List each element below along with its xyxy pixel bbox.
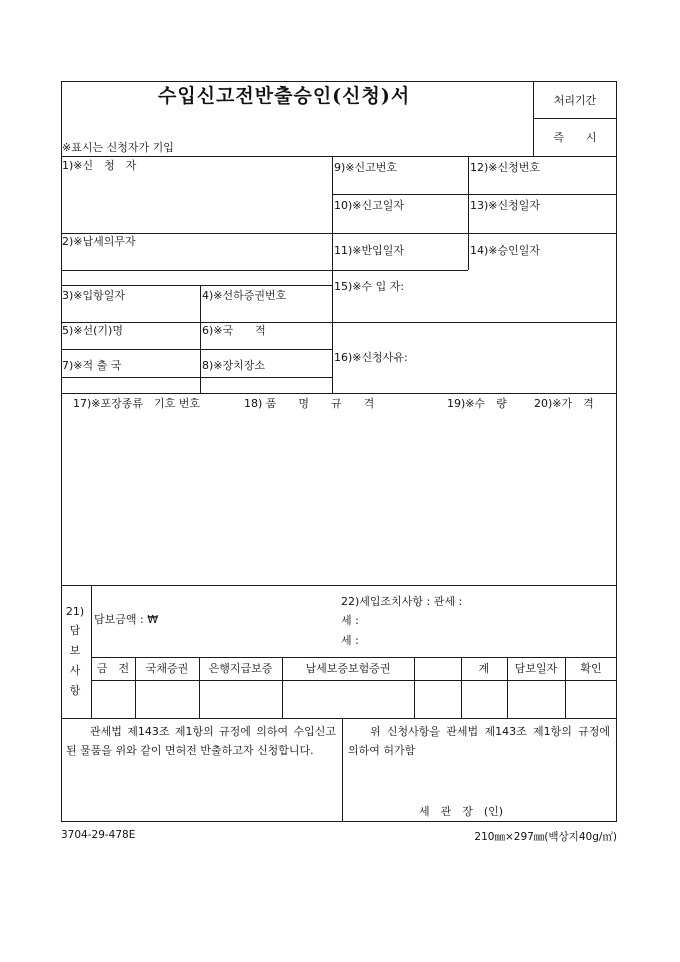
field-taxpayer[interactable]: 2)※납세의무자: [62, 235, 136, 248]
applicant-declaration: 관세법 제143조 제1항의 규정에 의하여 수입신고된 물품을 위와 같이 면허전 반출하고자 신청합니다.: [66, 725, 336, 757]
field-declaration-date[interactable]: 10)※신고일자: [334, 199, 405, 212]
divider: [332, 270, 468, 271]
divider: [414, 657, 415, 718]
paper-spec: 210㎜×297㎜(백상지40g/㎡): [474, 831, 617, 843]
divider: [332, 322, 333, 393]
divider: [533, 118, 617, 119]
divider: [61, 349, 332, 350]
divider: [61, 285, 332, 286]
field-importer[interactable]: 15)※수 입 자:: [334, 280, 405, 293]
col-item-spec: 18) 품 명 규 격: [244, 397, 375, 410]
field-vessel-name[interactable]: 5)※선(기)명: [62, 324, 123, 337]
guarantee-col-total: 계: [478, 662, 490, 675]
tax-measure[interactable]: 22)세입조치사항 : 관세 :: [341, 595, 463, 608]
form-title: 수입신고전반출승인(신청)서: [158, 85, 411, 107]
guarantee-label-char: 보: [69, 644, 81, 657]
tax-measure-line[interactable]: 세 :: [341, 634, 359, 647]
form-number: 3704-29-478E: [61, 829, 136, 841]
guarantee-col-insurance: 납세보증보험증권: [305, 662, 391, 675]
divider: [91, 680, 617, 681]
border-bottom: [61, 821, 617, 822]
field-arrival-date[interactable]: 3)※입항일자: [62, 289, 126, 302]
divider: [61, 322, 617, 323]
divider: [91, 657, 617, 658]
divider: [332, 156, 333, 322]
divider: [332, 194, 617, 195]
divider: [200, 285, 201, 393]
divider: [61, 377, 332, 378]
processing-period-value: 즉 시: [553, 131, 597, 144]
processing-period-label: 처리기간: [553, 94, 597, 107]
divider: [61, 393, 617, 394]
customs-approval: 위 신청사항을 관세법 제143조 제1항의 규정에 의하여 허가함: [348, 725, 610, 757]
customs-chief-signature: 세 관 장 (인): [419, 805, 504, 818]
guarantee-label-char: 담: [69, 624, 81, 637]
guarantee-col-cash: 금 전: [96, 662, 130, 675]
field-application-number[interactable]: 12)※신청번호: [470, 161, 541, 174]
col-price: 20)※가 격: [534, 397, 594, 410]
field-application-reason[interactable]: 16)※신청사유:: [334, 351, 408, 364]
field-nationality[interactable]: 6)※국 적: [202, 324, 266, 337]
field-bl-number[interactable]: 4)※선하증권번호: [202, 289, 287, 302]
field-applicant[interactable]: 1)※신 청 자: [62, 159, 137, 172]
goods-entry-area[interactable]: [62, 413, 616, 584]
divider: [61, 718, 617, 719]
divider: [342, 718, 343, 822]
col-package-type: 17)※포장종류 기호 번호: [73, 397, 201, 410]
divider: [91, 585, 92, 718]
divider: [61, 156, 617, 157]
guarantee-col-bank-guarantee: 은행지급보증: [208, 662, 273, 675]
guarantee-label-number: 21): [65, 605, 85, 618]
guarantee-col-confirm: 확인: [580, 662, 602, 675]
border-right: [616, 81, 617, 822]
guarantee-amount[interactable]: 담보금액 : ₩: [94, 613, 159, 626]
guarantee-col-date: 담보일자: [514, 662, 558, 675]
application-form: [61, 81, 617, 822]
col-quantity: 19)※수 량: [447, 397, 507, 410]
field-application-date[interactable]: 13)※신청일자: [470, 199, 541, 212]
divider: [61, 585, 617, 586]
applicant-note: ※표시는 신청자가 기입: [62, 141, 174, 154]
divider: [61, 233, 617, 234]
field-entry-date[interactable]: 11)※반입일자: [334, 244, 405, 257]
field-declaration-number[interactable]: 9)※신고번호: [334, 161, 398, 174]
guarantee-label-char: 항: [69, 684, 81, 697]
divider: [468, 156, 469, 270]
field-shipping-country[interactable]: 7)※적 출 국: [62, 359, 122, 372]
tax-measure-line[interactable]: 세 :: [341, 614, 359, 627]
guarantee-label-char: 사: [69, 664, 81, 677]
field-approval-date[interactable]: 14)※승인일자: [470, 244, 541, 257]
guarantee-col-govt-bond: 국채증권: [145, 662, 189, 675]
field-storage-place[interactable]: 8)※장치장소: [202, 359, 266, 372]
divider: [61, 270, 332, 271]
